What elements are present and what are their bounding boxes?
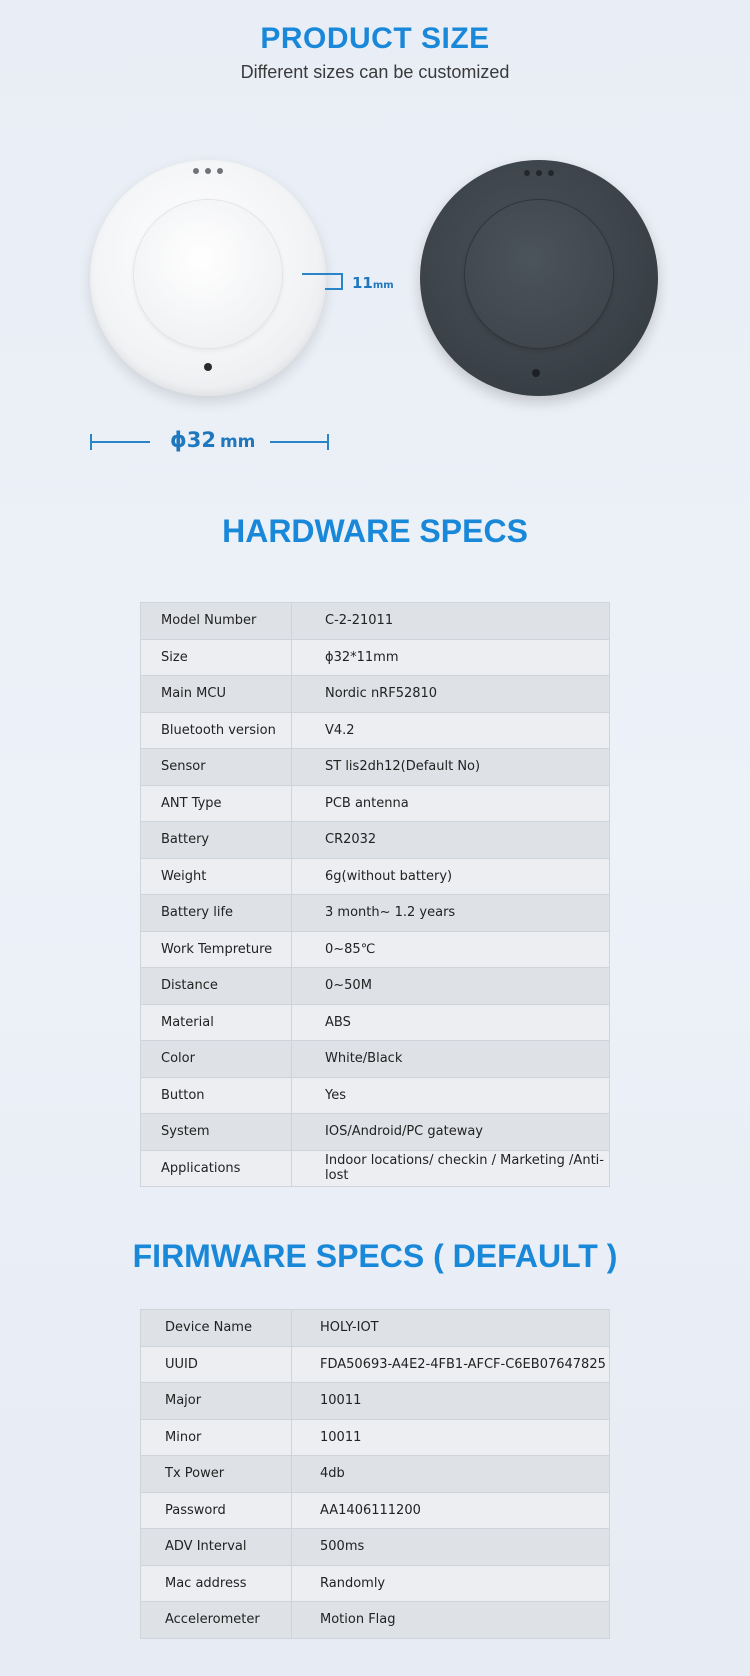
table-row (141, 822, 610, 859)
table-row (141, 1419, 610, 1456)
spec-key: Battery (141, 822, 292, 859)
table-row (141, 639, 610, 676)
spec-value: AA1406111200 (292, 1492, 610, 1529)
height-dimension-line (325, 288, 343, 290)
spec-key: Color (141, 1041, 292, 1078)
table-row (141, 895, 610, 932)
product-size-subtitle: Different sizes can be customized (240, 62, 510, 82)
firmware-specs-table (140, 1309, 610, 1639)
height-dimension-label: 11mm (352, 274, 394, 292)
spec-key: Major (141, 1383, 292, 1420)
spec-value: V4.2 (292, 712, 610, 749)
spec-value: PCB antenna (292, 785, 610, 822)
spec-value: 4db (292, 1456, 610, 1493)
spec-value: IOS/Android/PC gateway (292, 1114, 610, 1151)
table-row (141, 1492, 610, 1529)
spec-key: Bluetooth version (141, 712, 292, 749)
spec-key: Mac address (141, 1565, 292, 1602)
spec-key: Main MCU (141, 676, 292, 713)
spec-value: Randomly (292, 1565, 610, 1602)
spec-key: Button (141, 1077, 292, 1114)
spec-value: Nordic nRF52810 (292, 676, 610, 713)
spec-value: 500ms (292, 1529, 610, 1566)
table-row (141, 1114, 610, 1151)
spec-key: Applications (141, 1150, 292, 1187)
spec-key: Work Tempreture (141, 931, 292, 968)
spec-value: CR2032 (292, 822, 610, 859)
table-row (141, 1456, 610, 1493)
table-row (141, 1150, 610, 1187)
spec-key: Battery life (141, 895, 292, 932)
led-hole (536, 170, 542, 176)
black-device-button (465, 200, 613, 348)
spec-value: White/Black (292, 1041, 610, 1078)
spec-key: Weight (141, 858, 292, 895)
spec-key: Accelerometer (141, 1602, 292, 1639)
spec-value: Yes (292, 1077, 610, 1114)
spec-value: 10011 (292, 1383, 610, 1420)
table-row (141, 858, 610, 895)
table-row (141, 1529, 610, 1566)
spec-key: ANT Type (141, 785, 292, 822)
spec-key: Tx Power (141, 1456, 292, 1493)
spec-key: Material (141, 1004, 292, 1041)
spec-key: Minor (141, 1419, 292, 1456)
spec-value: 0~50M (292, 968, 610, 1005)
spec-key: ADV Interval (141, 1529, 292, 1566)
hardware-specs-table (140, 602, 610, 1187)
firmware-specs-title: FIRMWARE SPECS ( DEFAULT ) (132, 1238, 618, 1274)
white-device-button (134, 200, 282, 348)
spec-key: Distance (141, 968, 292, 1005)
spec-value: FDA50693-A4E2-4FB1-AFCF-C6EB07647825 (292, 1346, 610, 1383)
white-device-image (90, 160, 326, 396)
table-row (141, 931, 610, 968)
reset-hole (532, 369, 540, 377)
spec-value: 0~85℃ (292, 931, 610, 968)
spec-value: Motion Flag (292, 1602, 610, 1639)
spec-value: HOLY-IOT (292, 1310, 610, 1347)
table-row (141, 1346, 610, 1383)
height-dimension-line (302, 273, 342, 275)
table-row (141, 1004, 610, 1041)
spec-value: C-2-21011 (292, 603, 610, 640)
table-row (141, 1077, 610, 1114)
hardware-specs-title: HARDWARE SPECS (222, 513, 528, 549)
spec-value: Indoor locations/ checkin / Marketing /Anti-lost (292, 1150, 610, 1187)
led-hole (205, 168, 211, 174)
spec-value: ST lis2dh12(Default No) (292, 749, 610, 786)
table-row (141, 1602, 610, 1639)
diameter-dimension-line (327, 434, 329, 450)
table-row (141, 749, 610, 786)
table-row (141, 968, 610, 1005)
black-device-image (420, 160, 658, 396)
table-row (141, 1041, 610, 1078)
spec-key: Model Number (141, 603, 292, 640)
led-hole (548, 170, 554, 176)
table-row (141, 603, 610, 640)
height-dimension-line (341, 273, 343, 289)
product-size-title: PRODUCT SIZE (260, 22, 490, 55)
diameter-dimension-label: ϕ32 mm (170, 428, 256, 452)
spec-key: Sensor (141, 749, 292, 786)
spec-value: 3 month~ 1.2 years (292, 895, 610, 932)
spec-value: 10011 (292, 1419, 610, 1456)
reset-hole (204, 363, 212, 371)
table-row (141, 1310, 610, 1347)
table-row (141, 1565, 610, 1602)
led-hole (193, 168, 199, 174)
table-row (141, 712, 610, 749)
spec-key: Password (141, 1492, 292, 1529)
led-hole (217, 168, 223, 174)
spec-key: Device Name (141, 1310, 292, 1347)
spec-value: 6g(without battery) (292, 858, 610, 895)
spec-value: ABS (292, 1004, 610, 1041)
led-hole (524, 170, 530, 176)
table-row (141, 1383, 610, 1420)
spec-key: UUID (141, 1346, 292, 1383)
spec-key: Size (141, 639, 292, 676)
diameter-dimension-line (270, 441, 328, 443)
spec-value: ϕ32*11mm (292, 639, 610, 676)
table-row (141, 676, 610, 713)
diameter-dimension-line (90, 441, 150, 443)
spec-key: System (141, 1114, 292, 1151)
table-row (141, 785, 610, 822)
